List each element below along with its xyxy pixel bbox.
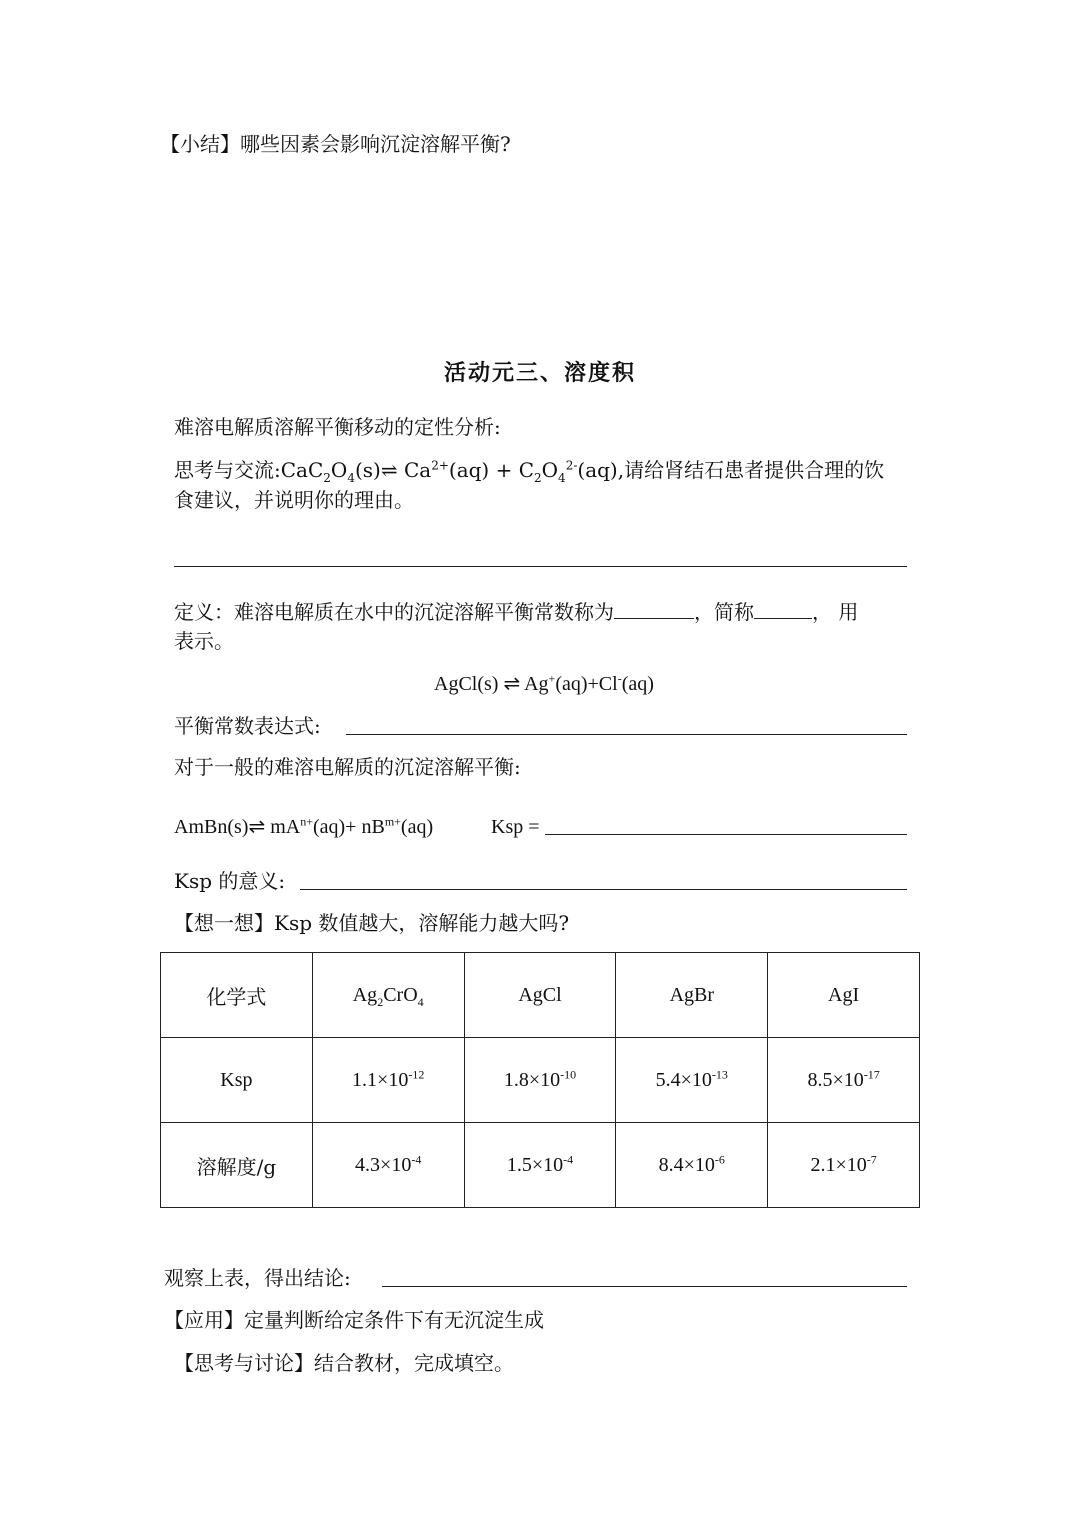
definition-blank-short[interactable]	[754, 598, 812, 619]
table-row-formula	[161, 953, 920, 1038]
think-prefix: 思考与交流:	[174, 458, 281, 482]
ksp-equals-label: Ksp =	[491, 816, 540, 838]
table-cell-header-label: 化学式	[161, 953, 313, 1038]
agcl-equation: AgCl(s) ⇌ Ag+(aq)+Cl-(aq)	[434, 671, 654, 695]
table-cell-solubility-value: $8.4\times 10^{-6}$	[616, 1123, 768, 1208]
think-more-prompt: 【想一想】Ksp 数值越大，溶解能力越大吗?	[174, 911, 570, 935]
definition-line1: 定义：难溶电解质在水中的沉淀溶解平衡常数称为 ，简称 ， 用	[174, 600, 859, 624]
table-cell-ksp-value: $5.4\times 10^{-13}$	[616, 1038, 768, 1123]
definition-blank-name[interactable]	[614, 598, 694, 619]
expression-label: 平衡常数表达式:	[174, 714, 321, 738]
table-cell-ksp-label: Ksp	[161, 1038, 313, 1123]
table-cell-agbr: AgBr	[616, 953, 768, 1038]
table-cell-agi: AgI	[768, 953, 920, 1038]
table-row-solubility	[161, 1123, 920, 1208]
answer-line-expression[interactable]	[346, 734, 907, 735]
table-cell-solubility-label: 溶解度/g	[161, 1123, 313, 1208]
table-cell-solubility-value: $2.1\times 10^{-7}$	[768, 1123, 920, 1208]
observe-label: 观察上表，得出结论:	[164, 1266, 351, 1290]
think-rest: 请给肾结石患者提供合理的饮	[624, 458, 885, 482]
general-equation: AmBn(s)⇌ $mA^{n+}(aq)+ nB^{m+}(aq)$	[174, 814, 434, 838]
table-cell-agcl: AgCl	[464, 953, 616, 1038]
summary-prompt: 【小结】哪些因素会影响沉淀溶解平衡?	[160, 132, 511, 156]
answer-line-ksp-meaning[interactable]	[300, 889, 907, 890]
section-title: 活动元三、溶度积	[443, 360, 636, 386]
application-heading: 【应用】定量判断给定条件下有无沉淀生成	[164, 1308, 544, 1332]
definition-line2: 表示。	[174, 629, 234, 653]
table-cell-ksp-value: $1.8\times 10^{-10}$	[464, 1038, 616, 1123]
general-heading: 对于一般的难溶电解质的沉淀溶解平衡:	[174, 755, 521, 779]
discussion-heading: 【思考与讨论】结合教材，完成填空。	[174, 1351, 514, 1375]
equation-cac2o4: $CaC_2O_4(s)\rightleftharpoons$ $Ca^{2+}(aq) + C_2O_4^{2-}(aq)$,	[280, 458, 625, 485]
think-exchange-line1	[174, 456, 884, 484]
qualitative-heading: 难溶电解质溶解平衡移动的定性分析:	[174, 415, 501, 439]
ksp-meaning-label: Ksp 的意义:	[174, 869, 286, 893]
table-cell-ksp-value: $1.1\times 10^{-12}$	[312, 1038, 464, 1123]
table-row-ksp	[161, 1038, 920, 1123]
answer-line-conclusion[interactable]	[382, 1286, 907, 1287]
table-cell-solubility-value: $1.5\times 10^{-4}$	[464, 1123, 616, 1208]
answer-line-diet[interactable]	[174, 566, 907, 567]
table-cell-solubility-value: $4.3\times 10^{-4}$	[312, 1123, 464, 1208]
table-cell-ag2cro4: $Ag_2CrO_4$	[312, 953, 464, 1038]
table-cell-ksp-value: $8.5\times 10^{-17}$	[768, 1038, 920, 1123]
think-exchange-line2: 食建议，并说明你的理由。	[174, 488, 414, 512]
ksp-solubility-table	[160, 952, 920, 1208]
answer-line-ksp[interactable]	[545, 834, 907, 835]
